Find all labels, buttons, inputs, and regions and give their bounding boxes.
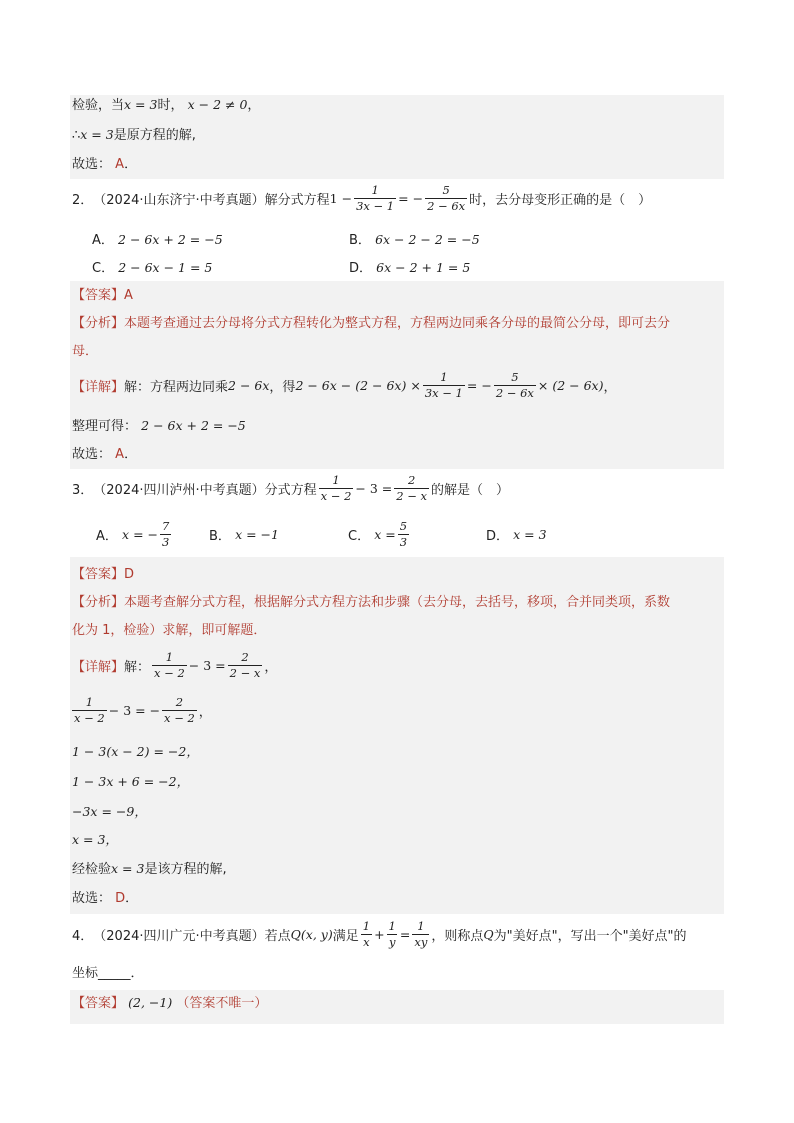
q2-option-b: B． 6x − 2 − 2 = −5 — [349, 232, 480, 248]
fraction: $\frac{1}{x}$ — [362, 919, 371, 949]
q2-option-a: A． 2 − 6x + 2 = −5 — [92, 232, 223, 248]
q4-stem-line2: 坐标_____． — [72, 966, 144, 981]
fraction: $\frac{2}{x - 2}$ — [164, 695, 195, 725]
q2-stem: 2． （2024·山东济宁·中考真题） 解分式方程 1 − $\frac{1}{3x - 1}$ = − $\frac{5}{2 - 6x}$ 时，去分母变形正确的是（ ） — [72, 183, 652, 213]
fraction: $\frac{1}{3x - 1}$ — [424, 370, 463, 400]
q3-stem: 3． （2024·四川泸州·中考真题） 分式方程 $\frac{1}{x - 2}$ − 3 = $\frac{2}{2 - x}$ 的解是（ ） — [72, 473, 510, 503]
fraction: $\frac{1}{x - 2}$ — [74, 695, 105, 725]
fraction: $\frac{5}{2 - 6x}$ — [495, 370, 534, 400]
q3-analysis-line1: 【分析】本题考查解分式方程，根据解分式方程方法和步骤（去分母，去括号，移项，合并同类项，系数 — [72, 595, 671, 610]
fraction: $\frac{1}{3x - 1}$ — [356, 183, 395, 213]
q3-verify: 经检验x = 3是该方程的解, — [72, 861, 227, 877]
q2-simplify: 整理可得： 2 − 6x + 2 = −5 — [72, 418, 246, 434]
q2-option-d: D． 6x − 2 + 1 = 5 — [349, 260, 471, 276]
q3-detail-step3: 1 − 3(x − 2) = −2， — [72, 744, 199, 759]
q2-option-c: C． 2 − 6x − 1 = 5 — [92, 260, 213, 276]
q3-detail-step2: $\frac{1}{x - 2}$ − 3 = − $\frac{2}{x - 2}$ ， — [74, 695, 212, 725]
q2-choose: 故选： A． — [72, 447, 138, 462]
q3-choose: 故选： D． — [72, 891, 139, 906]
q3-detail-step6: x = 3， — [72, 832, 118, 847]
prev-choose-line: 故选： A． — [72, 157, 138, 172]
q4-stem: 4． （2024·四川广元·中考真题） 若点 Q(x, y) 满足 $\frac{1}{x}$ + $\frac{1}{y}$ = $\frac{1}{xy}$ ，则称点 Q 为"美好点"，写出一个"美好点"的 — [72, 919, 687, 949]
prev-root-line: ∴x = 3是原方程的解, — [72, 127, 196, 143]
q3-option-a: A． x = − $\frac{7}{3}$ — [96, 519, 170, 549]
q2-analysis-line1: 【分析】本题考查通过去分母将分式方程转化为整式方程，方程两边同乘各分母的最简公分母，即可去分 — [72, 316, 671, 331]
q3-option-b: B． x = −1 — [209, 526, 279, 544]
fraction: $\frac{1}{xy}$ — [414, 919, 428, 949]
fraction: $\frac{1}{x - 2}$ — [320, 473, 352, 503]
fraction: $\frac{5}{2 - 6x}$ — [427, 183, 466, 213]
q3-option-c: C． x = $\frac{5}{3}$ — [348, 519, 408, 549]
fraction: $\frac{7}{3}$ — [162, 519, 170, 549]
fraction: $\frac{2}{2 - x}$ — [396, 473, 428, 503]
q3-analysis-line2: 化为 1，检验）求解，即可解题． — [72, 623, 267, 638]
q3-option-d: D． x = 3 — [486, 526, 547, 544]
q3-detail-step1: 【详解】 解： $\frac{1}{x - 2}$ − 3 = $\frac{2}{2 - x}$ ， — [72, 650, 278, 680]
q2-answer: 【答案】A — [72, 288, 133, 303]
q4-answer: 【答案】 (2, −1) （答案不唯一） — [72, 995, 268, 1011]
q2-analysis-line2: 母． — [72, 344, 99, 359]
q3-detail-step5: −3x = −9， — [72, 804, 147, 819]
prev-check-line: 检验，当x = 3时， x − 2 ≠ 0， — [72, 97, 261, 113]
fraction: $\frac{1}{x - 2}$ — [154, 650, 185, 680]
fraction: $\frac{2}{2 - x}$ — [229, 650, 261, 680]
fraction: $\frac{1}{y}$ — [388, 919, 396, 949]
q3-answer: 【答案】D — [72, 567, 135, 582]
q2-detail: 【详解】 解：方程两边同乘 2 − 6x ，得 2 − 6x − (2 − 6x) × $\frac{1}{3x - 1}$ = − $\frac{5}{2 - 6x}$ × (2 − 6x) ， — [72, 370, 617, 400]
q3-detail-step4: 1 − 3x + 6 = −2， — [72, 774, 190, 789]
fraction: $\frac{5}{3}$ — [399, 519, 408, 549]
